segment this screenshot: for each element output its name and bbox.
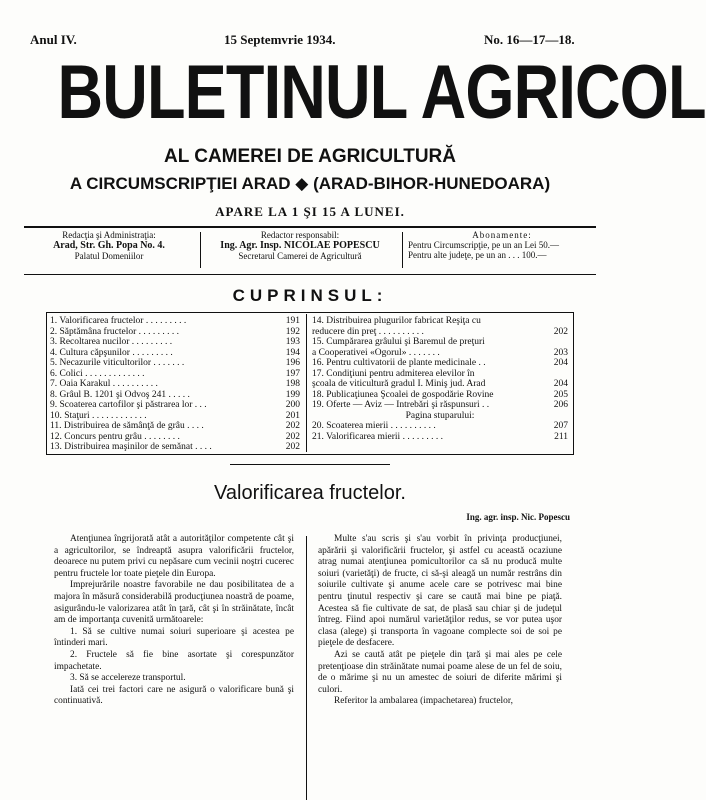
toc-entry-title: 7. Oaia Karakul . . . . . . . . . . xyxy=(50,379,158,389)
article-paragraph: 3. Să se accelereze transportul. xyxy=(70,673,186,684)
contents-left-column xyxy=(50,316,300,453)
toc-entry-title: 11. Distribuirea de sămânţă de grâu . . . . xyxy=(50,421,204,431)
subscription-heading: Abonamente: xyxy=(472,230,532,240)
toc-entry xyxy=(50,432,300,443)
office-address: Arad, Str. Gh. Popa No. 4. xyxy=(53,240,165,251)
subtitle-frequency: APARE LA 1 ŞI 15 A LUNEI. xyxy=(215,204,405,219)
toc-entry xyxy=(50,327,300,338)
toc-entry xyxy=(312,411,568,422)
article-paragraph: Referitor la ambalarea (impachetarea) fructelor, xyxy=(334,696,513,707)
subtitle-circumscription: A CIRCUMSCRIPŢIEI ARAD ◆ (ARAD-BIHOR-HUNEDOARA) xyxy=(69,174,551,193)
toc-entry-title: 18. Publicaţiunea Şcoalei de gospodărie Rovine xyxy=(312,389,494,400)
toc-entry-page: 201 xyxy=(285,410,300,421)
toc-entry xyxy=(50,337,300,348)
toc-entry-title: 1. Valorificarea fructelor . . . . . . . . . xyxy=(50,316,187,326)
toc-entry xyxy=(50,316,300,327)
article-author: Ing. agr. insp. Nic. Popescu xyxy=(466,512,570,522)
toc-entry xyxy=(312,369,568,380)
toc-entry-title: 8. Grâul B. 1201 şi Odvoş 241 . . . . . xyxy=(50,389,190,400)
divider-top xyxy=(24,226,596,228)
subtitle-chamber: AL CAMEREI DE AGRICULTURĂ xyxy=(163,146,457,167)
column-divider xyxy=(306,536,307,800)
editor-heading: Redactor responsabil: xyxy=(260,230,340,240)
toc-entry xyxy=(50,348,300,359)
toc-entry-title: 5. Necazurile viticultorilor . . . . . . . xyxy=(50,358,185,368)
toc-entry xyxy=(312,337,568,348)
toc-entry-title: 21. Valorificarea mierii . . . . . . . . . xyxy=(312,431,443,442)
article-left-column xyxy=(54,534,294,708)
toc-entry-page: 198 xyxy=(285,379,300,389)
issue-date: 15 Septemvrie 1934. xyxy=(224,32,336,47)
toc-entry xyxy=(312,432,568,443)
toc-entry xyxy=(50,442,300,453)
toc-entry-page: 202 xyxy=(553,326,568,337)
toc-entry-page: 206 xyxy=(553,400,568,410)
toc-entry-title: 14. Distribuirea plugurilor fabricat Reşiţa cu xyxy=(312,316,481,326)
article-paragraph: Azi se caută atât pe pieţele din ţară şi mai ales pe cele pretenţioase din străinătate numai poame alese de un fel de soiu, de o mărime şi nu un amestec de soiuri de diferite mărimi şi culori. xyxy=(318,649,562,695)
toc-entry-page: 192 xyxy=(285,326,300,337)
contents-divider xyxy=(306,314,307,452)
article-paragraph: Atenţiunea îngrijorată atât a autorităţilor competente cât şi a agricultorilor, se îndreaptă asupra valorificării fructelor, deoarece nu putem privi cu nepăsare cum vecinii noştri cucerec pentru fructele lor toate pieţele din Europa. xyxy=(54,534,294,579)
article-paragraph: 2. Fructele să fie bine asortate şi corespunzător impachetate. xyxy=(54,649,294,672)
toc-entry-title: 3. Recoltarea nucilor . . . . . . . . . xyxy=(50,337,173,347)
toc-entry-title: 10. Staţuri . . . . . . . . . . . . xyxy=(50,410,147,421)
article-title: Valorificarea fructelor. xyxy=(214,482,406,504)
subscriptions xyxy=(408,230,596,260)
toc-entry-page: 202 xyxy=(285,421,300,431)
issue-header xyxy=(0,30,620,52)
toc-entry xyxy=(50,421,300,432)
editor-role: Secretarul Camerei de Agricultură xyxy=(238,251,362,261)
article-right-column xyxy=(318,534,562,708)
toc-entry-title: 15. Cumpărarea grâului şi Baremul de preţuri xyxy=(312,337,485,347)
toc-entry-title: 19. Oferte — Aviz — Intrebări şi răspunsuri . . xyxy=(312,400,490,410)
toc-entry-page: 200 xyxy=(285,400,300,410)
responsible-editor xyxy=(204,230,396,261)
article-paragraph: 1. Să se cultive numai soiuri superioare şi acestea pe întinderi mari. xyxy=(54,626,294,649)
toc-entry xyxy=(312,327,568,338)
toc-entry-page: 204 xyxy=(553,379,568,389)
toc-entry-page: 196 xyxy=(285,358,300,368)
toc-entry-page: 202 xyxy=(285,431,300,442)
toc-entry xyxy=(50,358,300,369)
toc-entry xyxy=(312,316,568,327)
office-heading: Redacţia şi Administraţia: xyxy=(62,230,156,240)
toc-entry-title: a Cooperativei «Ogorul» . . . . . . . xyxy=(312,347,440,358)
publication-info xyxy=(24,230,596,270)
toc-entry-page: 211 xyxy=(554,431,568,442)
info-divider xyxy=(402,232,403,268)
article-paragraph: Multe s'au scris şi s'au vorbit în privinţa producţiunei, apărării şi valorificării fructelor, şi astfel cu această ocaziune atrag numai atenţiunea pomicultorilor ca să nu producă multe soiuri (varietăţi) de fructe, ci să-şi aleagă un număr restrâns din soiurile cultivate şi anume acele care se potrivesc mai bine pentru ţinutul respectiv şi care se caută mai bine pe piaţă. Acestea să fie cultivate de sat, de plasă sau chiar şi de judeţul întreg. Fiind apoi numărul varietăţilor redus, se vor putea uşor clasa (alege) şi transporta în vagoane complecte soi de soi pe pieţele de desfacere. xyxy=(318,534,562,649)
toc-entry-title: 6. Colici . . . . . . . . . . . . . xyxy=(50,368,145,379)
editor-name: Ing. Agr. Insp. NICOLAE POPESCU xyxy=(220,240,380,251)
toc-entry xyxy=(312,400,568,411)
office-place: Palatul Domeniilor xyxy=(74,251,144,261)
toc-entry-page: 199 xyxy=(285,389,300,400)
toc-entry-title: şcoala de viticultură gradul I. Miniş jud. Arad xyxy=(312,379,486,389)
issue-number: No. 16—17—18. xyxy=(484,32,575,47)
info-divider xyxy=(200,232,201,268)
toc-entry-title: 2. Săptămâna fructelor . . . . . . . . . xyxy=(50,326,180,337)
toc-entry xyxy=(50,390,300,401)
article-paragraph: Imprejurările noastre favorabile ne dau posibilitatea de a majora în măsură considerabilă producţiunea noastră de poame, asigurându-le valorizarea atât în ţară, cât şi în străinătate, încât am de importanţa cuvenită următoarele: xyxy=(54,580,294,626)
toc-entry-page: 194 xyxy=(285,347,300,358)
toc-entry-title: 12. Concurs pentru grâu . . . . . . . . xyxy=(50,431,180,442)
subscription-other: Pentru alte judeţe, pe un an . . . 100.— xyxy=(408,250,547,260)
toc-entry-title: 4. Cultura căpşunilor . . . . . . . . . xyxy=(50,347,173,358)
toc-entry-page: 197 xyxy=(285,368,300,379)
contents-right-column xyxy=(312,316,568,442)
editorial-office xyxy=(24,230,194,261)
toc-entry-page: 191 xyxy=(285,316,300,326)
toc-entry-page: 207 xyxy=(553,421,568,431)
toc-entry xyxy=(312,348,568,359)
toc-entry xyxy=(50,369,300,380)
toc-entry-title: 20. Scoaterea mierii . . . . . . . . . . xyxy=(312,421,436,431)
toc-entry-page: 203 xyxy=(553,347,568,358)
divider-info xyxy=(24,274,596,275)
toc-entry xyxy=(312,390,568,401)
toc-entry-title: Pagina stuparului: xyxy=(405,410,475,421)
toc-entry-title: reducere din preţ . . . . . . . . . . xyxy=(312,326,424,337)
toc-entry xyxy=(50,379,300,390)
toc-entry xyxy=(312,379,568,390)
toc-entry-title: 9. Scoaterea cartofilor şi păstrarea lor . . . xyxy=(50,400,207,410)
toc-entry-title: 16. Pentru cultivatorii de plante medicinale . . xyxy=(312,358,486,368)
section-divider xyxy=(230,464,390,465)
toc-entry xyxy=(50,400,300,411)
subscription-local: Pentru Circumscripţie, pe un an Lei 50.— xyxy=(408,240,559,250)
year-label: Anul IV. xyxy=(30,32,77,47)
toc-entry-page: 204 xyxy=(553,358,568,368)
toc-entry-page: 205 xyxy=(553,389,568,400)
contents-title: CUPRINSUL: xyxy=(232,286,388,305)
toc-entry-page: 202 xyxy=(285,442,300,452)
toc-entry xyxy=(312,358,568,369)
toc-entry-page: 193 xyxy=(285,337,300,347)
toc-entry xyxy=(50,411,300,422)
toc-entry xyxy=(312,421,568,432)
article-paragraph: Iată cei trei factori care ne asigură o valorificare bună şi continuativă. xyxy=(54,684,294,707)
masthead-title: BULETINUL AGRICOL xyxy=(57,50,706,135)
toc-entry-title: 13. Distribuirea maşinilor de semănat . . . . xyxy=(50,442,212,452)
toc-entry-title: 17. Condiţiuni pentru admiterea elevilor în xyxy=(312,368,475,379)
